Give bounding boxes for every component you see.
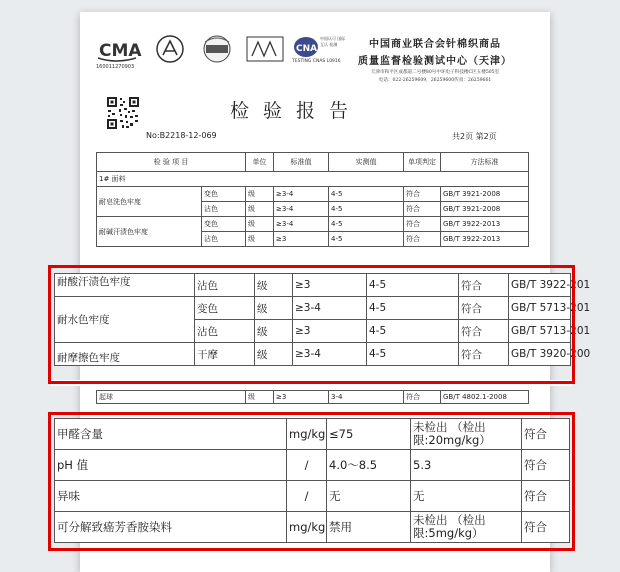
row-method: GB/T 4802.1-2008 [441, 391, 529, 404]
row-unit: 级 [246, 391, 274, 404]
table-row [97, 217, 529, 232]
row-judgement: 符合 [522, 450, 570, 481]
row-judgement: 符合 [404, 202, 441, 217]
row-measured: 未检出 （检出限:20mg/kg） [411, 419, 522, 450]
cnas-side-text: 中国认可 国际互认 检测 [320, 36, 346, 47]
row-judgement: 符合 [404, 187, 441, 202]
row-judgement: 符合 [404, 232, 441, 247]
row-measured: 3-4 [329, 391, 404, 404]
row-measured: 4-5 [367, 297, 459, 320]
header-standard: 标准值 [274, 153, 329, 172]
row-sub: 沾色 [195, 274, 255, 297]
row-standard: ≥3-4 [274, 202, 329, 217]
certification-logos [96, 34, 346, 74]
svg-text:CMA: CMA [99, 41, 142, 61]
report-title: 检验报告 [230, 100, 363, 122]
row-judgement: 符合 [522, 481, 570, 512]
report-table [96, 152, 529, 247]
row-measured: 4-5 [329, 232, 404, 247]
row-judgement: 符合 [459, 343, 509, 366]
row-sub: 干摩 [195, 343, 255, 366]
row-measured: 4-5 [329, 217, 404, 232]
row-judgement: 符合 [404, 391, 441, 404]
row-item: 耐碱汗渍色牢度 [97, 217, 202, 247]
row-unit: / [287, 450, 327, 481]
header-unit: 单位 [246, 153, 274, 172]
row-unit: 级 [255, 343, 293, 366]
row-unit: / [287, 481, 327, 512]
row-method: GB/T 3922-2013 [441, 232, 529, 247]
table-row [97, 391, 529, 404]
row-item: 耐摩擦色牢度 [55, 343, 195, 366]
org-name-line1: 中国商业联合会针棉织商品 [369, 39, 501, 50]
header-measured: 实测值 [329, 153, 404, 172]
row-judgement: 符合 [459, 297, 509, 320]
org-phone: 电话：022-26259609，26259600传真：26259661 [378, 78, 492, 83]
row-sub: 变色 [202, 187, 246, 202]
row-judgement: 符合 [459, 274, 509, 297]
row-method: GB/T 5713-201 [509, 320, 571, 343]
cnas-sub: TESTING CNAS L0916 [292, 59, 341, 64]
row-sub: 变色 [195, 297, 255, 320]
ilac-mra-logo [246, 34, 284, 64]
row-item: pH 值 [55, 450, 287, 481]
row-measured: 未检出 （检出限:5mg/kg） [411, 512, 522, 543]
svg-text:CNAS: CNAS [296, 44, 324, 54]
row-measured: 4-5 [329, 202, 404, 217]
cma-code: 160011270903 [96, 64, 135, 70]
highlight-box-chemical [48, 412, 575, 551]
row-measured: 4-5 [367, 343, 459, 366]
row-standard: ≥3 [274, 232, 329, 247]
row-judgement: 符合 [459, 320, 509, 343]
row-method: GB/T 3921-2008 [441, 202, 529, 217]
header-judgement: 单项判定 [404, 153, 441, 172]
pilling-table [96, 390, 529, 404]
row-method: GB/T 5713-201 [509, 297, 571, 320]
header-item: 检 验 项 目 [97, 153, 246, 172]
report-number: No:B2218-12-069 [146, 131, 217, 140]
row-sub: 沾色 [202, 232, 246, 247]
row-measured: 无 [411, 481, 522, 512]
highlight-box-colorfastness [48, 265, 575, 384]
section-row [97, 172, 529, 187]
row-measured: 5.3 [411, 450, 522, 481]
row-standard: ≥3-4 [293, 297, 367, 320]
round-seal-logo [199, 34, 235, 64]
row-unit: 级 [246, 202, 274, 217]
row-standard: 禁用 [327, 512, 411, 543]
issuing-organization [340, 35, 530, 83]
row-measured: 4-5 [367, 320, 459, 343]
row-standard: ≤75 [327, 419, 411, 450]
row-method: GB/T 3922-2013 [441, 217, 529, 232]
row-measured: 4-5 [329, 187, 404, 202]
row-standard: 4.0～8.5 [327, 450, 411, 481]
row-standard: ≥3 [293, 274, 367, 297]
row-standard: 无 [327, 481, 411, 512]
row-standard: ≥3-4 [293, 343, 367, 366]
table-row [97, 187, 529, 202]
row-unit: mg/kg [287, 512, 327, 543]
row-judgement: 符合 [404, 217, 441, 232]
row-method: GB/T 3920-200 [509, 343, 571, 366]
header-method: 方法标准 [441, 153, 529, 172]
row-item: 可分解致癌芳香胺染料 [55, 512, 287, 543]
row-item: 耐皂洗色牢度 [97, 187, 202, 217]
row-item: 耐酸汗渍色牢度 [55, 274, 195, 297]
row-unit: mg/kg [287, 419, 327, 450]
row-sub: 沾色 [202, 202, 246, 217]
row-item: 异味 [55, 481, 287, 512]
section-label: 1# 面料 [97, 172, 529, 187]
org-name-line2: 质量监督检验测试中心（天津） [358, 56, 512, 67]
table-header-row [97, 153, 529, 172]
row-unit: 级 [255, 297, 293, 320]
row-judgement: 符合 [522, 419, 570, 450]
row-item: 耐水色牢度 [55, 297, 195, 343]
row-sub: 沾色 [195, 320, 255, 343]
row-item: 起球 [97, 391, 246, 404]
row-method: GB/T 3921-2008 [441, 187, 529, 202]
row-unit: 级 [255, 274, 293, 297]
cma-logo [96, 34, 140, 64]
row-measured: 4-5 [367, 274, 459, 297]
qr-code [106, 96, 140, 130]
row-standard: ≥3-4 [274, 187, 329, 202]
row-sub: 变色 [202, 217, 246, 232]
row-standard: ≥3-4 [274, 217, 329, 232]
row-unit: 级 [246, 232, 274, 247]
row-standard: ≥3 [293, 320, 367, 343]
org-address: 天津市和平区成都道二号楼80号中环电子科技楼C区五楼505室 [370, 70, 500, 75]
page-info: 共2页 第2页 [452, 132, 497, 141]
row-unit: 级 [246, 187, 274, 202]
ca-seal-logo [152, 34, 188, 64]
row-standard: ≥3 [274, 391, 329, 404]
row-item: 甲醛含量 [55, 419, 287, 450]
row-unit: 级 [246, 217, 274, 232]
row-method: GB/T 3922-201 [509, 274, 571, 297]
row-unit: 级 [255, 320, 293, 343]
row-judgement: 符合 [522, 512, 570, 543]
